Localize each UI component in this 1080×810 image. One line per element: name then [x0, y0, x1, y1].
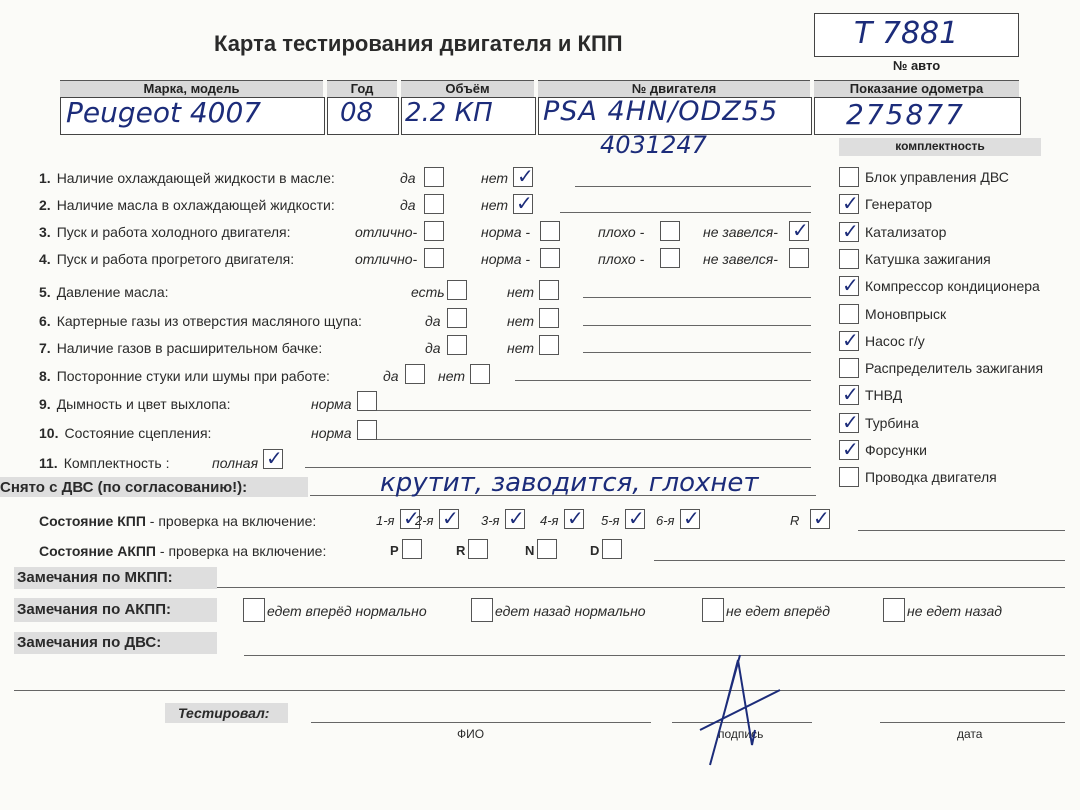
mkpp-remarks-line: [217, 587, 1065, 588]
q5-exists-checkbox[interactable]: [447, 280, 467, 300]
question-text: Комплектность :: [63, 455, 170, 471]
q4-nostart-checkbox[interactable]: [789, 248, 809, 268]
q4-excellent-label: отлично-: [355, 251, 418, 267]
akpp-remark-label: не едет назад: [907, 603, 1002, 619]
question-row: [39, 396, 230, 412]
q2-yes-label: да: [400, 197, 416, 213]
kpp-gear-label: 4-я: [540, 513, 559, 528]
kpp-gear-check-mark: ✓: [403, 506, 420, 530]
akpp-remark-checkbox[interactable]: [883, 598, 905, 622]
q11-full-label: полная: [212, 455, 259, 471]
q7-comment-line: [583, 352, 811, 353]
q4-bad-label: плохо -: [598, 251, 645, 267]
q1-yes-label: да: [400, 170, 416, 186]
question-row: [39, 313, 362, 329]
question-text: Дымность и цвет выхлопа:: [56, 396, 231, 412]
completeness-check-mark: ✓: [842, 409, 859, 434]
question-row: [39, 170, 335, 186]
question-row: [39, 284, 169, 300]
completeness-checkbox[interactable]: [839, 249, 859, 269]
q4-normal-checkbox[interactable]: [540, 248, 560, 268]
akpp-remark-checkbox[interactable]: [471, 598, 493, 622]
kpp-gear-label: 1-я: [376, 513, 395, 528]
question-number: 2.: [39, 197, 51, 213]
q1-no-label: нет: [481, 170, 508, 186]
kpp-label-bold: Состояние КПП: [39, 513, 146, 529]
akpp-gear-label: D: [590, 543, 600, 558]
question-number: 7.: [39, 340, 51, 356]
question-text: Наличие газов в расширительном бачке:: [56, 340, 323, 356]
akpp-gear-label: N: [525, 543, 535, 558]
question-text: Пуск и работа холодного двигателя:: [56, 224, 291, 240]
question-row: [39, 224, 291, 240]
volume-value: 2.2 КП: [405, 98, 493, 128]
q2-yes-checkbox[interactable]: [424, 194, 444, 214]
kpp-gear-check-mark: ✓: [442, 506, 459, 530]
question-row: [39, 251, 294, 267]
engine-header: № двигателя: [538, 80, 810, 97]
question-text: Картерные газы из отверстия масляного щупа:: [56, 313, 362, 329]
question-text: Состояние сцепления:: [64, 425, 212, 441]
signature-image: [680, 650, 790, 770]
q2-comment-line: [560, 212, 811, 213]
completeness-check-mark: ✓: [842, 437, 859, 461]
q4-normal-label: норма -: [481, 251, 531, 267]
completeness-item-label: Турбина: [865, 414, 919, 431]
year-value: 08: [340, 98, 374, 128]
q8-yes-label: да: [383, 368, 399, 384]
kpp-gear-label: 2-я: [415, 513, 434, 528]
question-text: Наличие охлаждающей жидкости в масле:: [56, 170, 335, 186]
kpp-gear-check-mark: ✓: [813, 506, 830, 530]
kpp-gear-label: R: [790, 513, 800, 528]
question-number: 1.: [39, 170, 51, 186]
question-number: 11.: [39, 455, 58, 471]
completeness-item-label: ТНВД: [865, 387, 903, 404]
completeness-checkbox[interactable]: [839, 167, 859, 187]
kpp-gear-check-mark: ✓: [628, 506, 645, 530]
q1-yes-checkbox[interactable]: [424, 167, 444, 187]
mkpp-remarks-label: Замечания по МКПП:: [17, 569, 173, 586]
q2-no-label: нет: [481, 197, 508, 213]
q4-excellent-checkbox[interactable]: [424, 248, 444, 268]
volume-header: Объём: [401, 80, 534, 97]
akpp-remarks-label: Замечания по АКПП:: [17, 601, 171, 618]
question-row: [39, 425, 211, 441]
kpp-gear-check-mark: ✓: [508, 506, 525, 530]
question-number: 6.: [39, 313, 51, 329]
date-line: [880, 722, 1065, 723]
dvs-remarks-line-2: [14, 690, 1065, 691]
q5-comment-line: [583, 297, 811, 298]
fio-line: [311, 722, 651, 723]
completeness-check-mark: ✓: [842, 327, 859, 352]
q4-nostart-label: не завелся-: [703, 251, 778, 267]
question-row: [39, 197, 335, 213]
q6-comment-line: [583, 325, 811, 326]
q4-bad-checkbox[interactable]: [660, 248, 680, 268]
engine-value: PSA 4HN/ODZ55: [543, 96, 779, 127]
completeness-item-label: Катушка зажигания: [865, 250, 991, 267]
q5-exists-label: есть: [411, 284, 445, 300]
question-text: Давление масла:: [56, 284, 169, 300]
completeness-item-label: Генератор: [865, 196, 933, 213]
q7-yes-checkbox[interactable]: [447, 335, 467, 355]
q8-comment-line: [515, 380, 811, 381]
q5-no-label: нет: [507, 284, 534, 300]
removed-label: Снято с ДВС (по согласованию!):: [0, 479, 248, 496]
sign-label: подпись: [718, 727, 764, 741]
fio-label: ФИО: [457, 727, 485, 741]
akpp-gear-checkbox[interactable]: [537, 539, 557, 559]
q3-bad-label: плохо -: [598, 224, 645, 240]
question-number: 10.: [39, 425, 59, 441]
q3-bad-checkbox[interactable]: [660, 221, 680, 241]
completeness-item-label: Распределитель зажигания: [865, 360, 1044, 377]
akpp-remark-label: едет назад нормально: [495, 603, 646, 619]
q10-norm-label: норма: [311, 425, 352, 441]
question-text: Пуск и работа прогретого двигателя:: [56, 251, 295, 267]
akpp-remark-label: не едет вперёд: [726, 603, 831, 619]
question-text: Посторонние стуки или шумы при работе:: [56, 368, 330, 384]
completeness-check-mark: ✓: [842, 191, 859, 216]
q8-yes-checkbox[interactable]: [405, 364, 425, 384]
akpp-remark-checkbox[interactable]: [243, 598, 265, 622]
question-number: 4.: [39, 251, 51, 267]
akpp-gear-checkbox[interactable]: [402, 539, 422, 559]
question-number: 5.: [39, 284, 51, 300]
akpp-gear-label: R: [456, 543, 466, 558]
q3-normal-checkbox[interactable]: [540, 221, 560, 241]
completeness-checkbox[interactable]: [839, 304, 859, 324]
kpp-gear-label: 5-я: [601, 513, 620, 528]
q3-nostart-label: не завелся-: [703, 224, 778, 240]
q11-full-mark: ✓: [266, 446, 283, 470]
q5-no-checkbox[interactable]: [539, 280, 559, 300]
completeness-item-label: Моновпрыск: [865, 305, 947, 322]
q7-yes-label: да: [425, 340, 441, 356]
q10-norm-checkbox[interactable]: [357, 420, 377, 440]
make-header: Марка, модель: [60, 80, 323, 97]
q1-comment-line: [575, 186, 811, 187]
q3-nostart-mark: ✓: [792, 218, 809, 242]
q1-no-mark: ✓: [517, 164, 534, 188]
removed-value: крутит, заводится, глохнет: [380, 468, 759, 498]
completeness-item-label: Катализатор: [865, 223, 947, 240]
completeness-checkbox[interactable]: [839, 358, 859, 378]
question-row: [39, 368, 330, 384]
completeness-check-mark: ✓: [842, 273, 859, 298]
kpp-label-rest: - проверка на включение:: [145, 513, 317, 529]
completeness-item-label: Насос г/у: [865, 332, 925, 349]
akpp-gear-checkbox[interactable]: [602, 539, 622, 559]
akpp-gear-label: P: [390, 543, 399, 558]
q6-yes-label: да: [425, 313, 441, 329]
q9-norm-label: норма: [311, 396, 352, 412]
question-text: Наличие масла в охлаждающей жидкости:: [56, 197, 335, 213]
q9-norm-checkbox[interactable]: [357, 391, 377, 411]
make-value: Peugeot 4007: [66, 96, 262, 129]
completeness-check-mark: ✓: [842, 218, 859, 243]
kpp-gear-label: 6-я: [656, 513, 675, 528]
q9-comment-line: [377, 410, 811, 411]
kpp-gear-check-mark: ✓: [567, 506, 584, 530]
akpp-label: [39, 543, 326, 559]
tested-label: Тестировал:: [178, 705, 270, 721]
q8-no-checkbox[interactable]: [470, 364, 490, 384]
auto-number-value: Т 7881: [854, 16, 959, 51]
q3-excellent-label: отлично-: [355, 224, 418, 240]
q7-no-checkbox[interactable]: [539, 335, 559, 355]
question-number: 3.: [39, 224, 51, 240]
akpp-label-bold: Состояние АКПП: [39, 543, 156, 559]
akpp-gear-checkbox[interactable]: [468, 539, 488, 559]
completeness-item-label: Форсунки: [865, 442, 927, 458]
akpp-remark-checkbox[interactable]: [702, 598, 724, 622]
question-number: 8.: [39, 368, 51, 384]
dvs-remarks-line: [244, 655, 1065, 656]
akpp-comment-line: [654, 560, 1065, 561]
q8-no-label: нет: [438, 368, 465, 384]
date-label: дата: [957, 727, 983, 741]
auto-number-label: № авто: [892, 58, 941, 73]
q6-yes-checkbox[interactable]: [447, 308, 467, 328]
question-row: [39, 340, 322, 356]
page-title: Карта тестирования двигателя и КПП: [214, 31, 623, 56]
engine-value-2: 4031247: [600, 131, 707, 159]
kpp-gear-check-mark: ✓: [683, 506, 700, 530]
q3-normal-label: норма -: [481, 224, 531, 240]
year-header: Год: [327, 80, 397, 97]
question-number: 9.: [39, 396, 51, 412]
q3-excellent-checkbox[interactable]: [424, 221, 444, 241]
odometer-value: 275877: [846, 98, 965, 131]
completeness-item-label: Блок управления ДВС: [865, 169, 1009, 185]
q7-no-label: нет: [507, 340, 534, 356]
completeness-check-mark: ✓: [842, 382, 859, 407]
q6-no-label: нет: [507, 313, 534, 329]
completeness-checkbox[interactable]: [839, 467, 859, 487]
q6-no-checkbox[interactable]: [539, 308, 559, 328]
completeness-item-label: Проводка двигателя: [865, 469, 997, 486]
completeness-item-label: Компрессор кондиционера: [865, 278, 1040, 295]
odometer-header: Показание одометра: [814, 80, 1019, 97]
kpp-comment-line: [858, 530, 1065, 531]
akpp-label-rest: - проверка на включение:: [156, 543, 327, 559]
q2-no-mark: ✓: [516, 191, 533, 215]
q10-comment-line: [377, 439, 811, 440]
completeness-label: комплектность: [895, 139, 985, 153]
kpp-gear-label: 3-я: [481, 513, 500, 528]
question-row: [39, 455, 170, 471]
dvs-remarks-label: Замечания по ДВС:: [17, 634, 162, 651]
kpp-label: [39, 513, 316, 529]
akpp-remark-label: едет вперёд нормально: [267, 603, 427, 619]
